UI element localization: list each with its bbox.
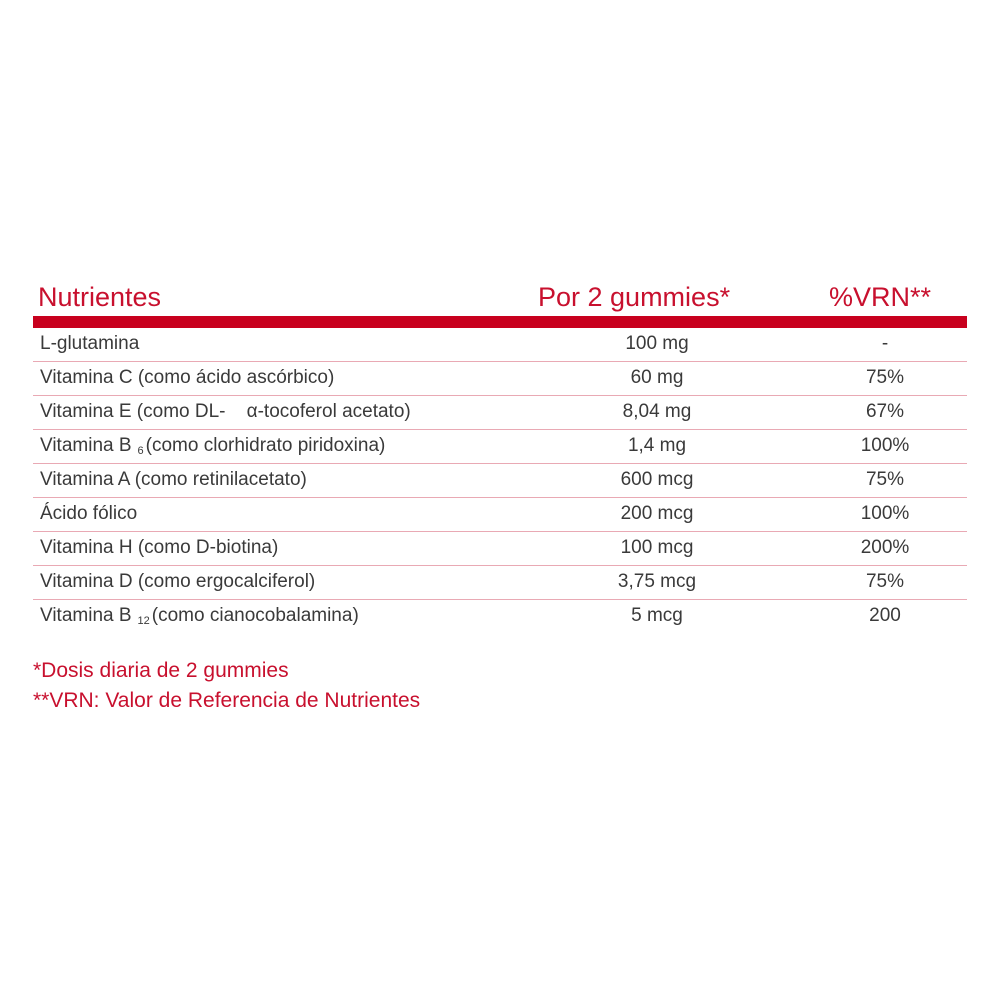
table-row — [33, 532, 967, 566]
table-row — [33, 430, 967, 464]
nutrient-vrn: 100% — [860, 503, 910, 524]
nutrition-table — [33, 278, 967, 633]
nutrient-subscript: 6 — [137, 445, 144, 457]
nutrient-name — [40, 605, 359, 627]
nutrient-name: Ácido fólico — [40, 503, 138, 524]
nutrient-name-suffix: (como cianocobalamina) — [151, 605, 359, 626]
header-nutrients: Nutrientes — [38, 282, 162, 312]
nutrient-amount: 200 mcg — [620, 503, 694, 524]
nutrient-amount: 5 mcg — [631, 605, 683, 626]
nutrient-name: Vitamina E (como DL- α-tocoferol acetato) — [40, 401, 411, 422]
nutrient-name: Vitamina A (como retinilacetato) — [40, 469, 307, 490]
footnote-dose: *Dosis diaria de 2 gummies — [33, 659, 289, 682]
nutrient-name-prefix: Vitamina B — [40, 605, 132, 626]
header-vrn: %VRN** — [829, 282, 932, 312]
nutrient-name: Vitamina C (como ácido ascórbico) — [40, 367, 335, 388]
table-row — [33, 396, 967, 430]
footnotes — [33, 656, 420, 716]
nutrient-amount: 8,04 mg — [622, 401, 692, 422]
footnote-vrn: **VRN: Valor de Referencia de Nutrientes — [33, 689, 421, 712]
table-row — [33, 600, 967, 633]
nutrient-vrn: 75% — [865, 469, 905, 490]
nutrient-amount: 100 mcg — [620, 537, 694, 558]
nutrient-name-suffix: (como clorhidrato piridoxina) — [145, 435, 386, 456]
nutrient-vrn: 200% — [860, 537, 910, 558]
header-divider — [33, 316, 967, 328]
header-amount: Por 2 gummies* — [538, 282, 731, 312]
nutrient-amount: 60 mg — [630, 367, 684, 388]
nutrient-vrn: 100% — [860, 435, 910, 456]
nutrient-amount: 100 mg — [625, 333, 689, 354]
nutrient-subscript: 12 — [137, 615, 150, 627]
nutrient-vrn: 75% — [865, 367, 905, 388]
nutrient-name: Vitamina D (como ergocalciferol) — [40, 571, 316, 592]
nutrient-name-prefix: Vitamina B — [40, 435, 132, 456]
table-header — [33, 278, 967, 316]
nutrient-vrn: - — [881, 333, 889, 354]
table-row — [33, 328, 967, 362]
table-row — [33, 498, 967, 532]
nutrient-amount: 1,4 mg — [627, 435, 687, 456]
nutrient-vrn: 200 — [869, 605, 901, 626]
nutrient-name: L-glutamina — [40, 333, 140, 354]
nutrient-vrn: 75% — [865, 571, 905, 592]
nutrient-amount: 3,75 mcg — [617, 571, 697, 592]
nutrient-name: Vitamina H (como D-biotina) — [40, 537, 279, 558]
table-row — [33, 464, 967, 498]
table-row — [33, 362, 967, 396]
nutrient-amount: 600 mcg — [620, 469, 694, 490]
table-row — [33, 566, 967, 600]
nutrient-name — [40, 435, 385, 457]
nutrient-vrn: 67% — [865, 401, 905, 422]
